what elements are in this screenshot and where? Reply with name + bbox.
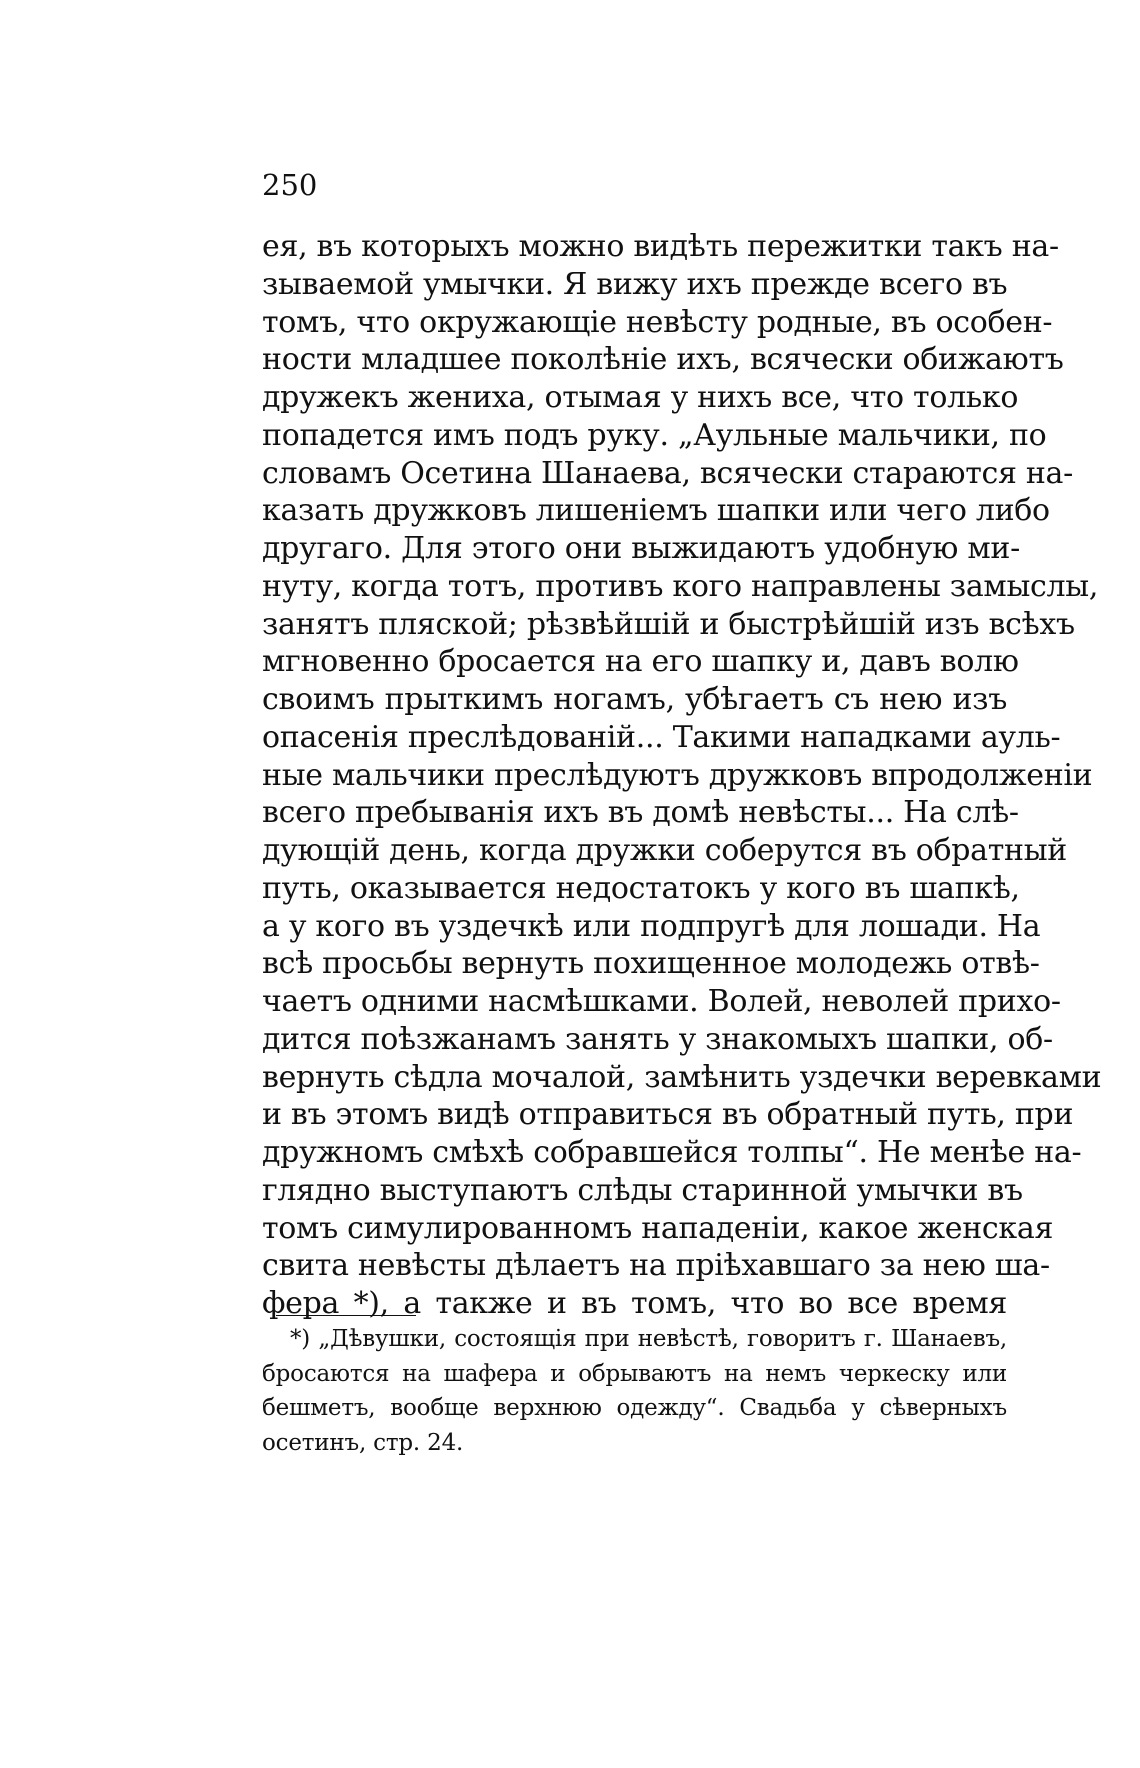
- text-line: нуту, когда тотъ, противъ кого направлены замыслы,: [262, 568, 1099, 604]
- footnote-line: бешметъ, вообще верхнюю одежду“. Свадьба у сѣверныхъ: [262, 1395, 1007, 1421]
- text-line: другаго. Для этого они выжидаютъ удобную ми-: [262, 531, 1020, 566]
- text-line: казать дружковъ лишеніемъ шапки или чего либо: [262, 493, 1050, 529]
- text-line: мгновенно бросается на его шапку и, давъ волю: [262, 644, 1019, 680]
- footnote-line: бросаются на шафера и обрываютъ на немъ черкеску или: [262, 1360, 1007, 1387]
- footnote-line: *) „Дѣвушки, состоящія при невѣстѣ, говоритъ г. Шанаевъ,: [290, 1326, 1007, 1352]
- text-line: дружномъ смѣхѣ собравшейся толпы“. Не менѣе на-: [262, 1135, 1082, 1170]
- text-line: дующій день, когда дружки соберутся въ обратный: [262, 833, 1067, 868]
- text-line: опасенія преслѣдованій... Такими нападками ауль-: [262, 719, 1061, 755]
- text-line: всѣ просьбы вернуть похищенное молодежь отвѣ-: [262, 946, 1040, 982]
- footnote: [262, 1322, 1007, 1460]
- text-line: ные мальчики преслѣдуютъ дружковъ впродолженіи: [262, 757, 1093, 793]
- text-line: томъ симулированномъ нападеніи, какое женская: [262, 1210, 1054, 1246]
- page-number: 250: [262, 168, 318, 202]
- text-line: глядно выступаютъ слѣды старинной умычки въ: [262, 1172, 1023, 1208]
- text-line: и въ этомъ видѣ отправиться въ обратный путь, при: [262, 1097, 1074, 1133]
- text-line: чаетъ одними насмѣшками. Волей, неволей прихо-: [262, 984, 1061, 1019]
- text-line: свита невѣсты дѣлаетъ на пріѣхавшаго за нею ша-: [262, 1248, 1050, 1284]
- footnote-divider: [276, 1315, 416, 1316]
- main-text: [262, 228, 1102, 1323]
- text-line: ности младшее поколѣніе ихъ, всячески обижаютъ: [262, 342, 1064, 378]
- text-line: зываемой умычки. Я вижу ихъ прежде всего въ: [262, 266, 1008, 302]
- text-line: а у кого въ уздечкѣ или подпругѣ для лошади. На: [262, 908, 1041, 944]
- text-line: ея, въ которыхъ можно видѣть пережитки такъ на-: [262, 229, 1059, 264]
- text-line: словамъ Осетина Шанаева, всячески стараются на-: [262, 455, 1073, 491]
- text-line: своимъ прыткимъ ногамъ, убѣгаетъ съ нею изъ: [262, 682, 1007, 717]
- text-line: дится поѣзжанамъ занять у знакомыхъ шапки, об-: [262, 1021, 1053, 1057]
- text-line: попадется имъ подъ руку. „Аульные мальчики, по: [262, 417, 1047, 453]
- text-line: дружекъ жениха, отымая у нихъ все, что только: [262, 380, 1019, 415]
- text-line: путь, оказывается недостатокъ у кого въ шапкѣ,: [262, 870, 1020, 906]
- text-line: томъ, что окружающіе невѣсту родные, въ особен-: [262, 304, 1053, 340]
- text-line: всего пребыванія ихъ въ домѣ невѣсты... На слѣ-: [262, 795, 1019, 831]
- text-line: вернуть сѣдла мочалой, замѣнить уздечки веревками: [262, 1059, 1102, 1095]
- text-line: фера *), а также и въ томъ, что во все время: [262, 1286, 1007, 1321]
- text-line: занятъ пляской; рѣзвѣйшій и быстрѣйшій изъ всѣхъ: [262, 606, 1075, 642]
- footnote-line: осетинъ, стр. 24.: [262, 1429, 464, 1456]
